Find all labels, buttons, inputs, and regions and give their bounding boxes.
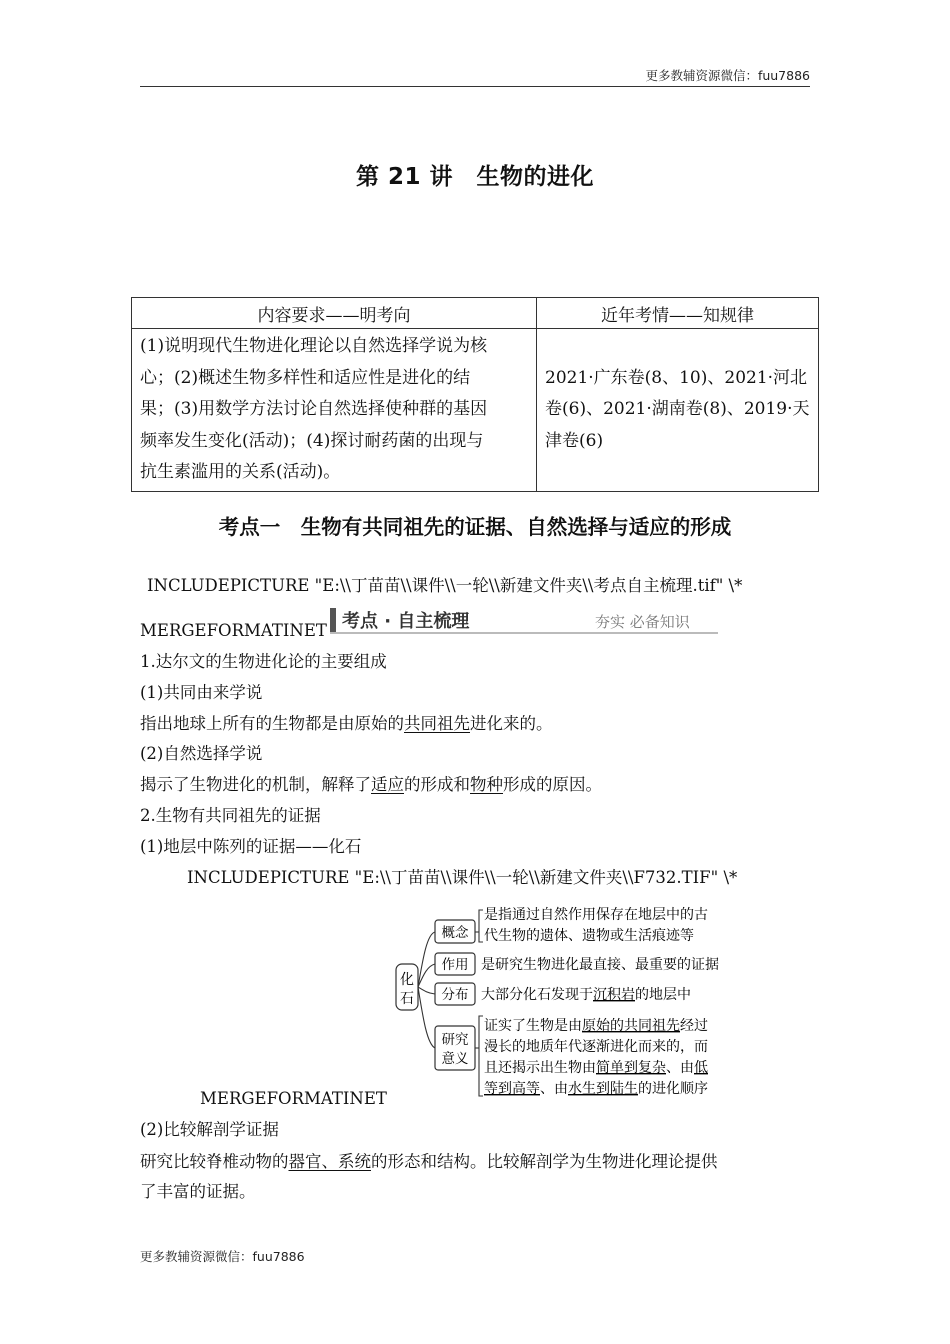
paragraph-common-descent: 指出地球上所有的生物都是由原始的共同祖先进化来的。 xyxy=(140,714,553,733)
diagram-text: 漫长的地质年代逐渐进化而来的，而 xyxy=(484,1039,708,1055)
subheading-natural-selection: (2)自然选择学说 xyxy=(140,744,263,763)
diagram-text: 大部分化石发现于沉积岩的地层中 xyxy=(481,987,691,1003)
include-field-code-2: INCLUDEPICTURE "E:\\丁苗苗\\课件\\一轮\\新建文件夹\\F732.TIF" \* xyxy=(187,868,738,887)
section-title: 考点一 生物有共同祖先的证据、自然选择与适应的形成 xyxy=(218,515,732,539)
diagram-branch-label: 作用 xyxy=(441,957,469,973)
requirement-line: 果；(3)用数学方法讨论自然选择使种群的基因 xyxy=(140,399,488,419)
header-rule xyxy=(140,86,810,87)
heading-1: 1.达尔文的生物进化论的主要组成 xyxy=(140,652,387,671)
table-header-right: 近年考情——知规律 xyxy=(537,298,819,329)
footer-text: 更多教辅资源微信：fuu7886 xyxy=(140,1249,305,1264)
banner-subtitle: 夯实 必备知识 xyxy=(595,613,690,631)
exam-trends-cell xyxy=(537,329,819,492)
diagram-text: 是研究生物进化最直接、最重要的证据 xyxy=(481,957,719,973)
requirement-line: 心；(2)概述生物多样性和适应性是进化的结 xyxy=(140,367,471,388)
banner-bar xyxy=(330,608,336,632)
merge-field-code-2: MERGEFORMATINET xyxy=(200,1089,387,1108)
table-header-left: 内容要求——明考向 xyxy=(132,298,537,329)
subheading-fossil: (1)地层中陈列的证据——化石 xyxy=(140,837,362,856)
subheading-anatomy: (2)比较解剖学证据 xyxy=(140,1120,279,1139)
diagram-branch-label: 研究 xyxy=(441,1032,469,1048)
diagram-branch-label: 意义 xyxy=(441,1051,469,1067)
diagram-branch-label: 分布 xyxy=(441,987,469,1003)
fossil-concept-diagram xyxy=(395,898,760,1101)
section-banner xyxy=(330,605,718,635)
exam-trend-line: 津卷(6) xyxy=(545,430,604,451)
diagram-root-char: 化 xyxy=(400,972,414,988)
banner-title: 考点 · 自主梳理 xyxy=(342,611,470,632)
diagram-text: 代生物的遗体、遗物或生活痕迹等 xyxy=(484,928,694,944)
heading-2: 2.生物有共同祖先的证据 xyxy=(140,806,321,825)
paragraph-natural-selection: 揭示了生物进化的机制，解释了适应的形成和物种形成的原因。 xyxy=(140,775,602,794)
banner-underline xyxy=(330,632,718,634)
blank-answer: 共同祖先 xyxy=(404,714,470,733)
requirement-line: 频率发生变化(活动)；(4)探讨耐药菌的出现与 xyxy=(140,430,484,451)
include-field-code: INCLUDEPICTURE "E:\\丁苗苗\\课件\\一轮\\新建文件夹\\考点自主梳理.tif" \* xyxy=(147,576,743,595)
header-text: 更多教辅资源微信：fuu7886 xyxy=(645,68,810,83)
exam-trend-line: 2021·广东卷(8、10)、2021·河北 xyxy=(545,367,808,388)
diagram-branch-label: 概念 xyxy=(441,925,469,941)
requirement-line: (1)说明现代生物进化理论以自然选择学说为核 xyxy=(140,336,488,356)
diagram-text: 是指通过自然作用保存在地层中的古 xyxy=(484,907,708,923)
blank-answer: 适应 xyxy=(371,775,404,794)
diagram-text: 且还揭示出生物由简单到复杂、由低 xyxy=(484,1060,708,1076)
paragraph-anatomy: 研究比较脊椎动物的器官、系统的形态和结构。比较解剖学为生物进化理论提供 xyxy=(140,1152,718,1171)
page-title: 第 21 讲 生物的进化 xyxy=(355,164,595,190)
paragraph-anatomy-cont: 了丰富的证据。 xyxy=(140,1182,256,1201)
requirements-cell xyxy=(132,329,537,492)
diagram-text: 证实了生物是由原始的共同祖先经过 xyxy=(484,1018,708,1034)
subheading-common-descent: (1)共同由来学说 xyxy=(140,683,263,702)
exam-trend-line: 卷(6)、2021·湖南卷(8)、2019·天 xyxy=(545,399,810,419)
blank-answer: 器官、系统 xyxy=(288,1152,371,1171)
requirement-line: 抗生素滥用的关系(活动)。 xyxy=(140,462,341,482)
diagram-text: 等到高等、由水生到陆生的进化顺序 xyxy=(484,1081,708,1097)
merge-field-code: MERGEFORMATINET xyxy=(140,621,327,640)
diagram-root-char: 石 xyxy=(400,991,414,1007)
requirements-table xyxy=(131,297,819,492)
blank-answer: 物种 xyxy=(470,775,503,794)
